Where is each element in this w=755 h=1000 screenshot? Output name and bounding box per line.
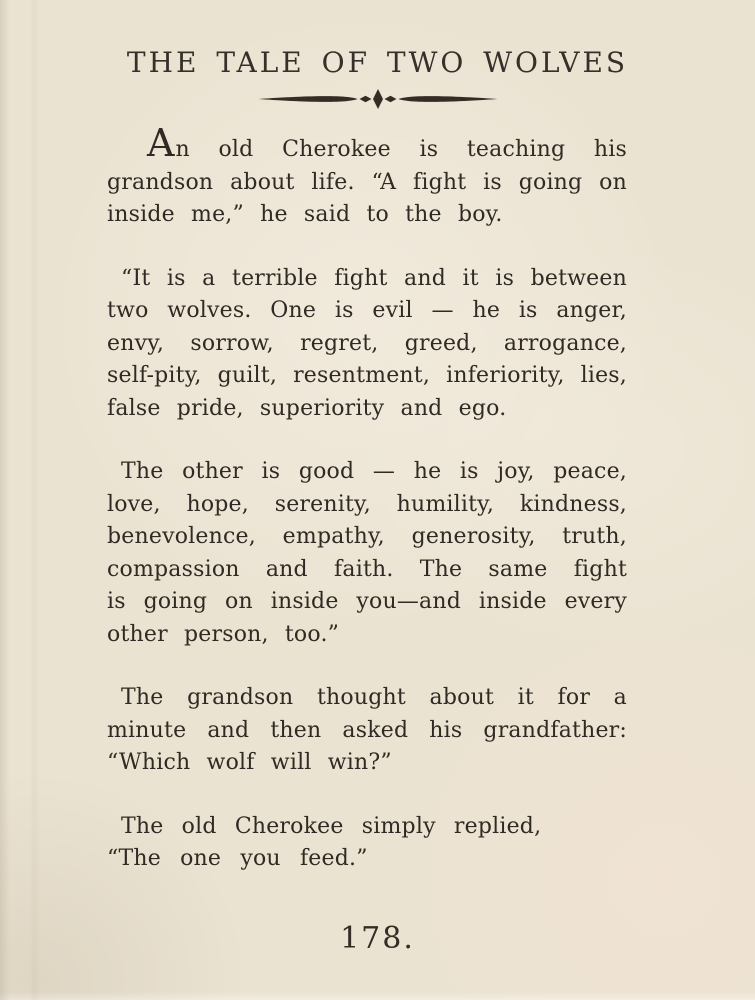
text-line: The other is good — he is joy, peace, — [121, 459, 627, 484]
text-line — [107, 121, 627, 167]
text-line: grandson about life. “A fight is going on — [107, 169, 627, 195]
text-line: The grandson thought about it for a — [121, 685, 627, 710]
text-line: benevolence, empathy, generosity, truth, — [107, 524, 627, 549]
paragraph-3 — [107, 456, 627, 651]
text-line: two wolves. One is evil — he is anger, — [107, 298, 627, 323]
paragraph-2 — [107, 263, 627, 426]
page-title: THE TALE OF TWO WOLVES — [126, 46, 629, 79]
page-number: 178. — [340, 921, 415, 956]
text-line: minute and then asked his grandfather: — [107, 717, 627, 743]
text-line: self-pity, guilt, resentment, inferiority, lies, — [107, 363, 627, 388]
text-line: envy, sorrow, regret, greed, arrogance, — [107, 330, 627, 356]
text-line: compassion and faith. The same fight — [107, 556, 627, 582]
paragraph-5 — [107, 811, 627, 876]
drop-cap: A — [147, 121, 176, 165]
text-line: is going on inside you—and inside every — [107, 589, 627, 614]
text-line: love, hope, serenity, humility, kindness, — [107, 491, 627, 517]
text-line: “Which wolf will win?” — [107, 750, 392, 775]
paragraph-1 — [107, 121, 627, 232]
text-line: “It is a terrible fight and it is between — [121, 265, 627, 291]
text-line-rest: n old Cherokee is teaching his — [175, 137, 627, 162]
text-line: false pride, superiority and ego. — [107, 395, 507, 421]
text-line: inside me,” he said to the boy. — [107, 202, 503, 227]
text-line: The old Cherokee simply replied, — [121, 813, 542, 839]
divider-ornament-icon — [255, 87, 500, 115]
story-text — [107, 121, 627, 907]
paragraph-4 — [107, 682, 627, 780]
text-line: “The one you feed.” — [107, 846, 368, 871]
text-line: other person, too.” — [107, 621, 340, 647]
